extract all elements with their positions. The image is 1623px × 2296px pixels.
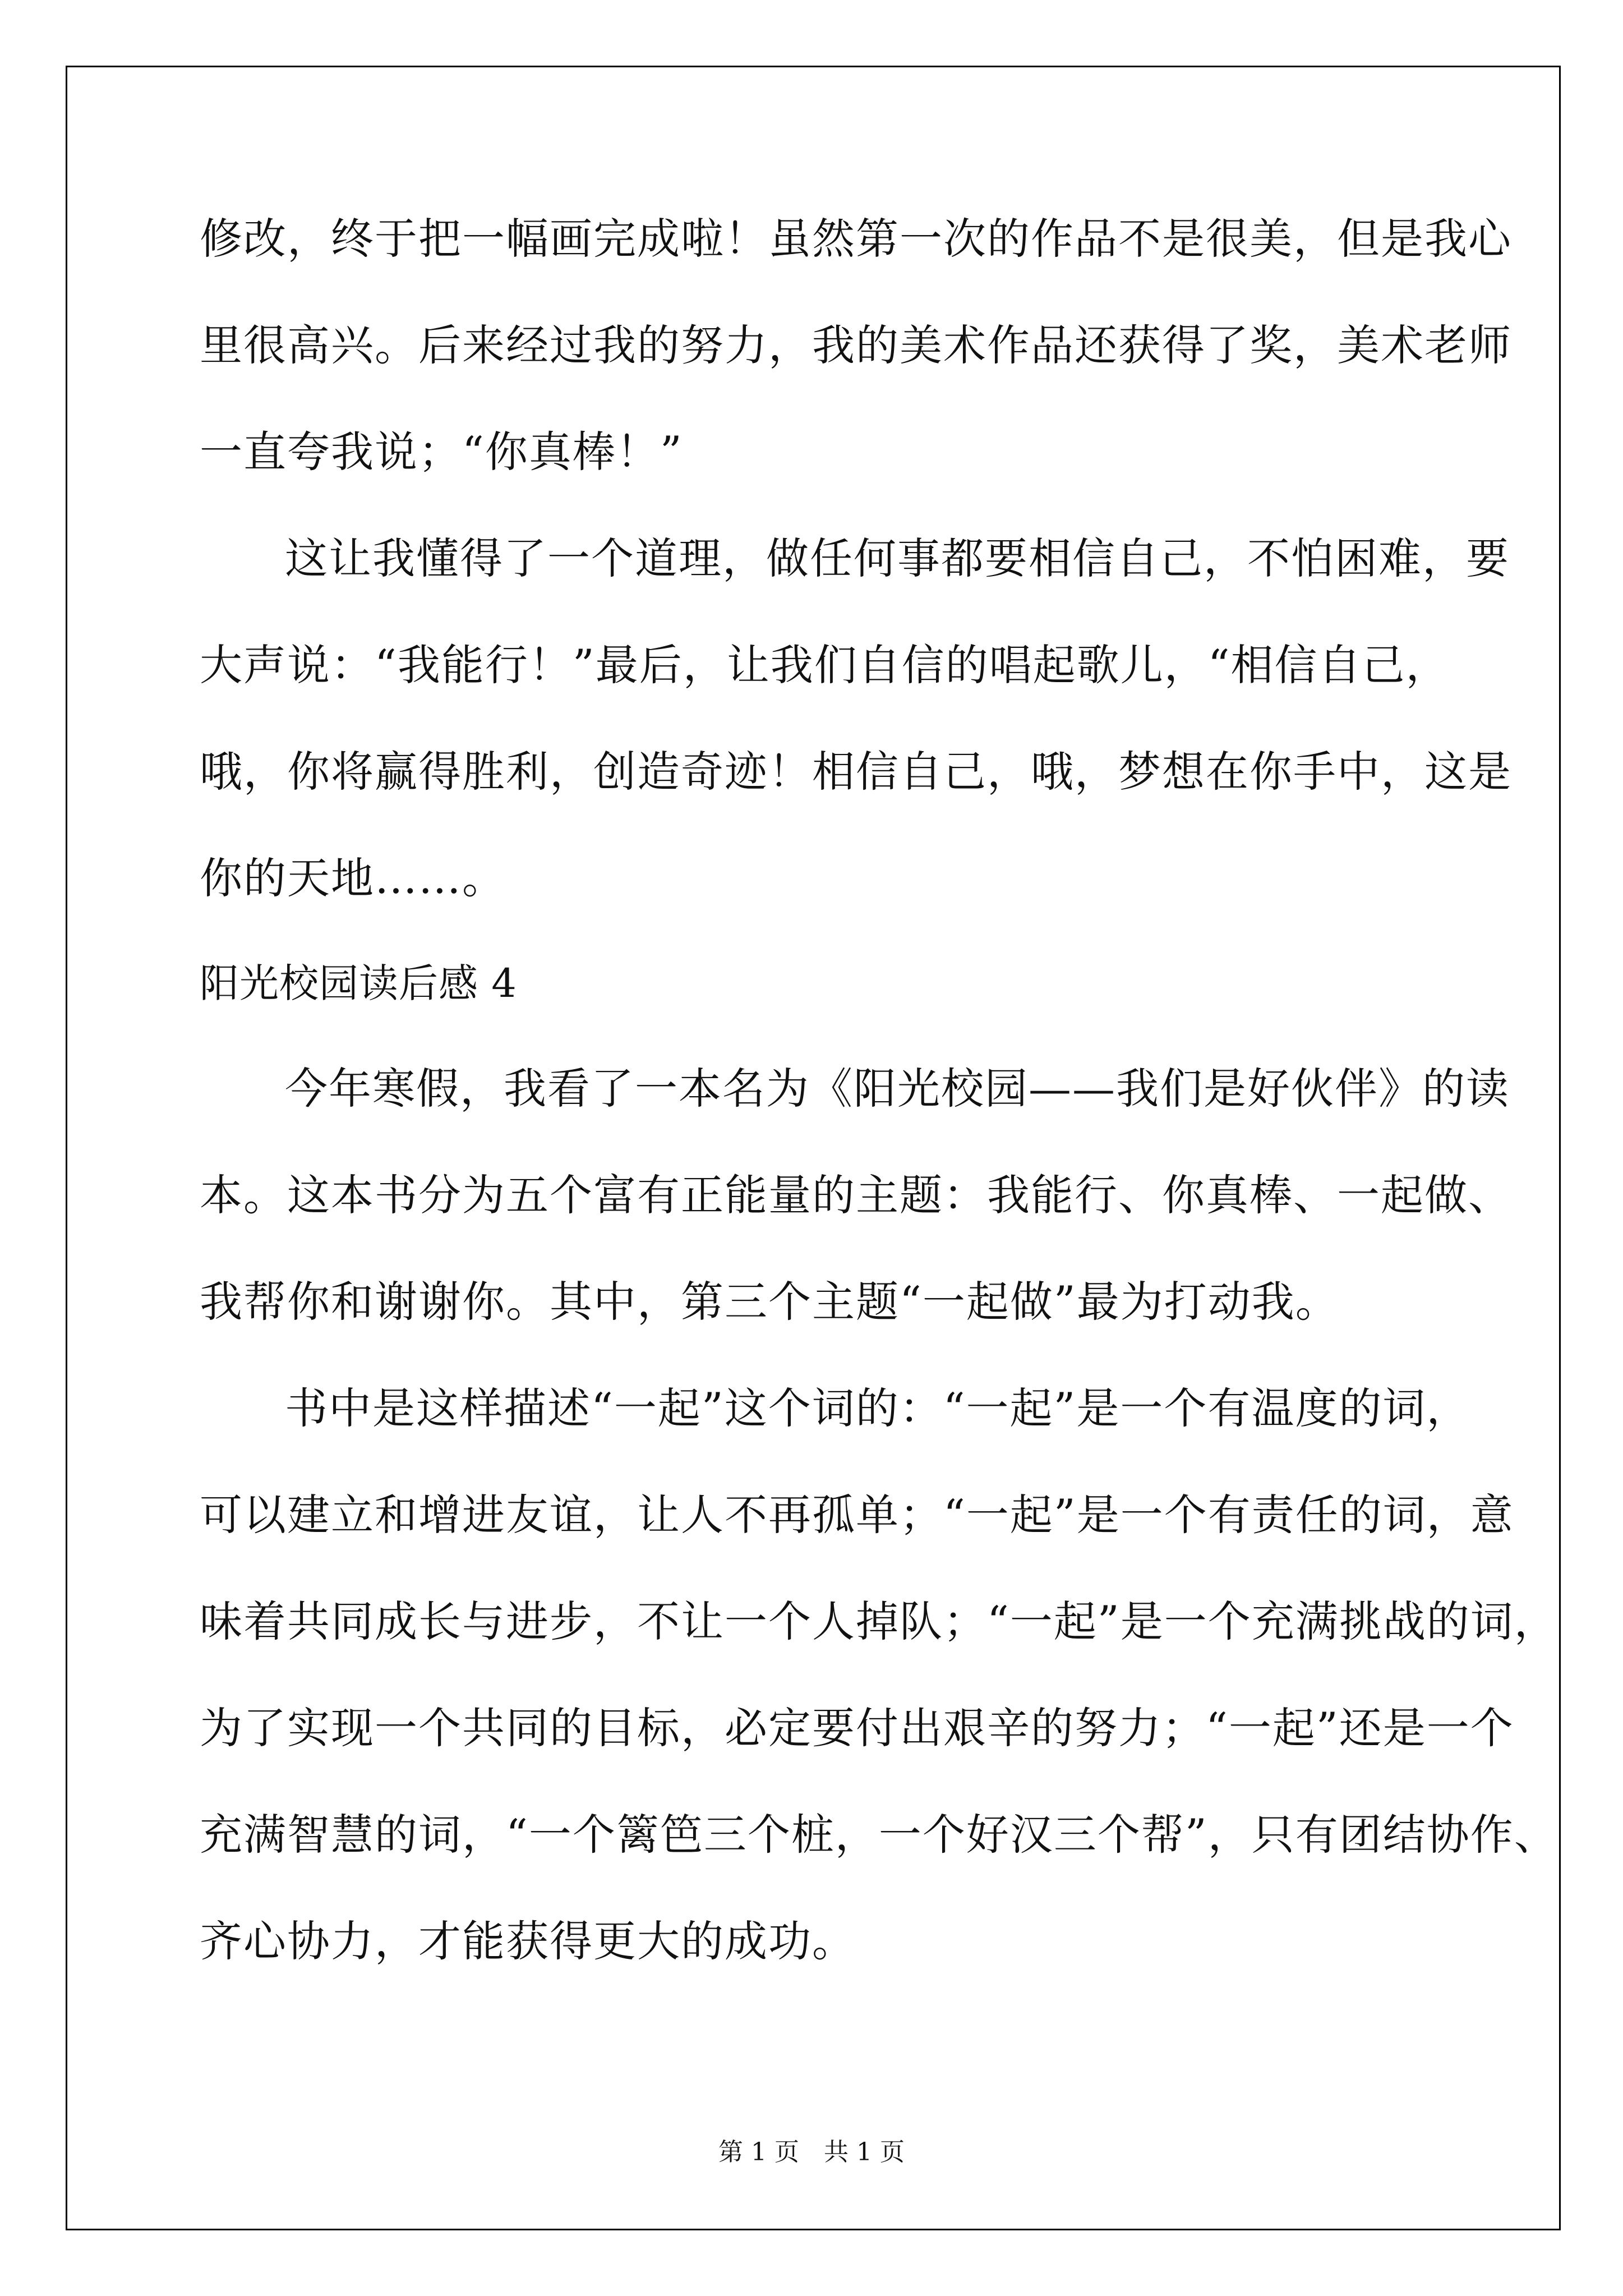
paragraph-line: 书中是这样描述“一起”这个词的：“一起”是一个有温度的词， bbox=[285, 1383, 1470, 1433]
paragraph-line: 充满智慧的词，“一个篱笆三个桩，一个好汉三个帮”，只有团结协作、 bbox=[200, 1810, 1558, 1860]
paragraph-line: 本。这本书分为五个富有正能量的主题：我能行、你真棒、一起做、 bbox=[200, 1170, 1512, 1220]
paragraph-line: 大声说：“我能行！”最后，让我们自信的唱起歌儿，“相信自己， bbox=[200, 640, 1450, 690]
paragraph-line: 今年寒假，我看了一本名为《阳光校园——我们是好伙伴》的读 bbox=[285, 1064, 1510, 1114]
paragraph-line: 我帮你和谢谢你。其中，第三个主题“一起做”最为打动我。 bbox=[200, 1277, 1339, 1327]
page-border bbox=[66, 66, 1561, 2230]
paragraph-line: 齐心协力，才能获得更大的成功。 bbox=[200, 1916, 856, 1966]
page-footer: 第 1 页 共 1 页 bbox=[718, 2138, 905, 2166]
paragraph-line: 里很高兴。后来经过我的努力，我的美术作品还获得了奖，美术老师 bbox=[200, 320, 1512, 370]
section-title: 阳光校园读后感 4 bbox=[200, 960, 517, 1006]
paragraph-line: 修改，终于把一幅画完成啦！虽然第一次的作品不是很美，但是我心 bbox=[200, 214, 1512, 264]
paragraph-line: 你的天地……。 bbox=[200, 853, 506, 903]
paragraph-line: 味着共同成长与进步，不让一个人掉队；“一起”是一个充满挑战的词， bbox=[200, 1596, 1558, 1646]
paragraph-line: 一直夸我说；“你真棒！” bbox=[200, 427, 683, 477]
paragraph-line: 这让我懂得了一个道理，做任何事都要相信自己，不怕困难，要 bbox=[285, 533, 1510, 583]
paragraph-line: 哦，你将赢得胜利，创造奇迹！相信自己，哦，梦想在你手中，这是 bbox=[200, 747, 1512, 797]
paragraph-line: 为了实现一个共同的目标，必定要付出艰辛的努力；“一起”还是一个 bbox=[200, 1703, 1514, 1753]
paragraph-line: 可以建立和增进友谊，让人不再孤单；“一起”是一个有责任的词，意 bbox=[200, 1490, 1514, 1540]
